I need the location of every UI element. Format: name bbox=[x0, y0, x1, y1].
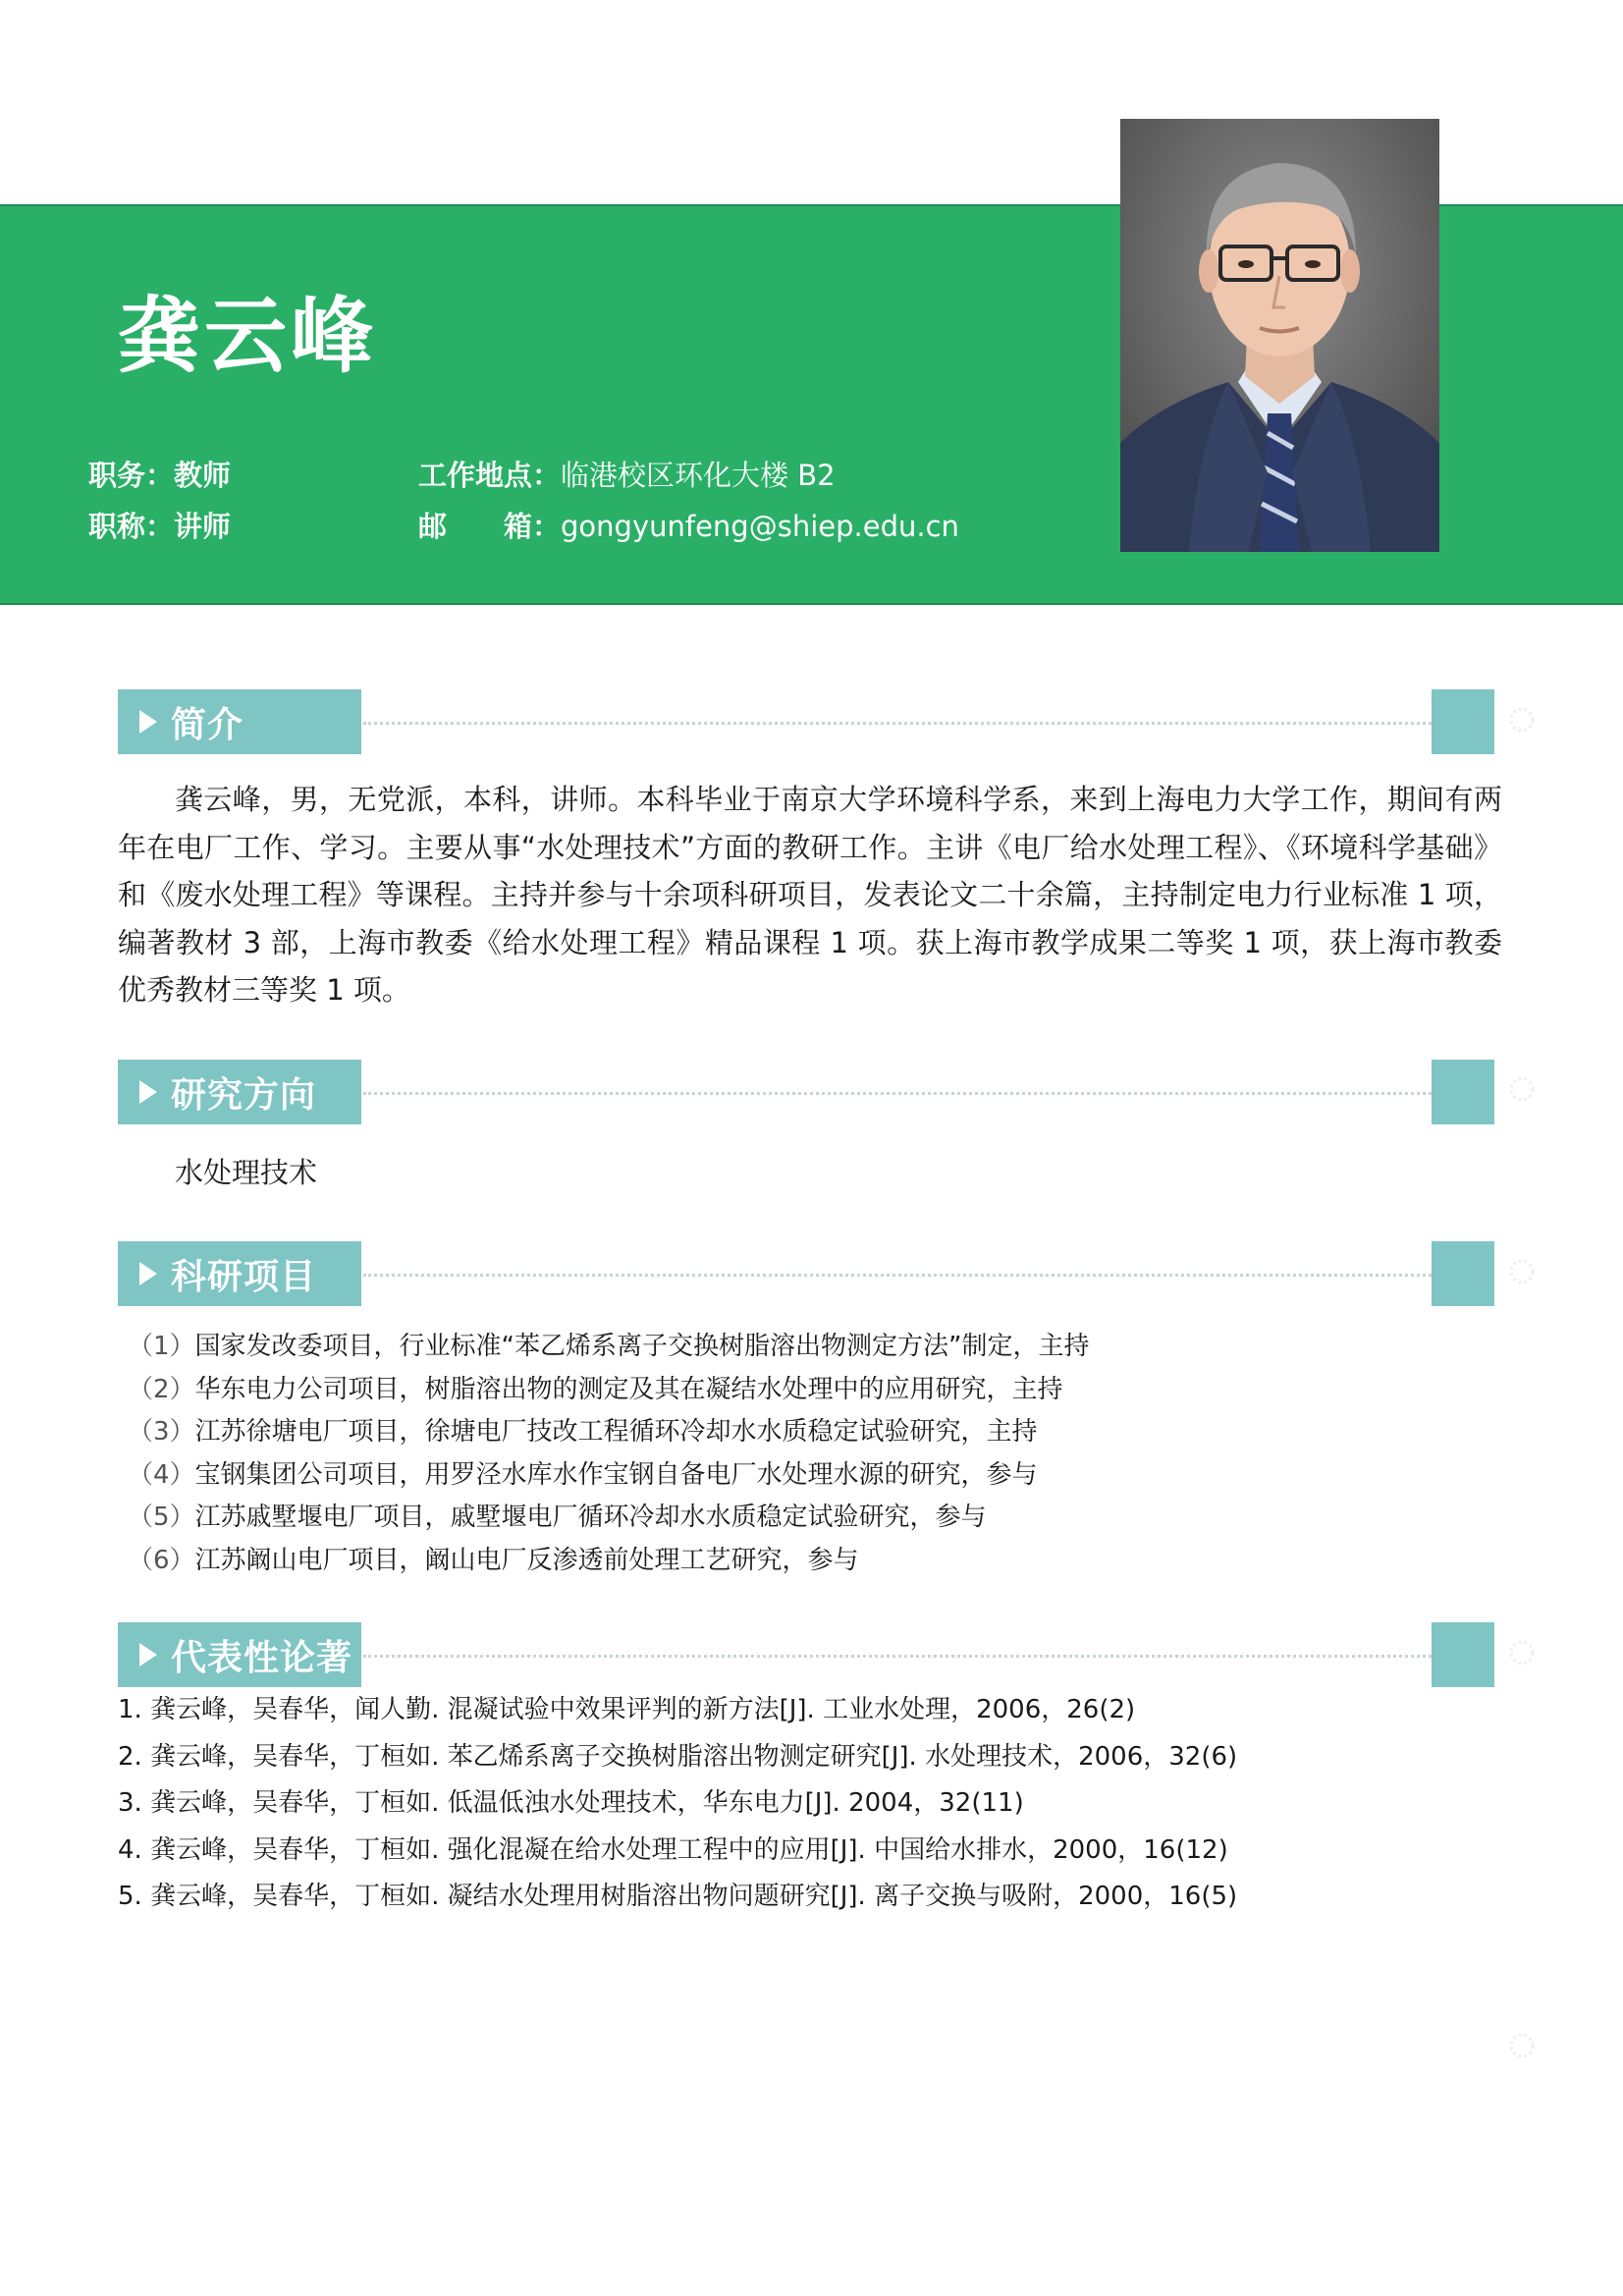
decorative-mark-icon bbox=[1507, 1074, 1537, 1104]
portrait-photo bbox=[1120, 119, 1439, 552]
location-row bbox=[418, 459, 836, 492]
email-label: 邮 箱： bbox=[418, 510, 562, 543]
item-text: 江苏徐塘电厂项目，徐塘电厂技改工程循环冷却水水质稳定试验研究，主持 bbox=[194, 1417, 1038, 1447]
section-end-block bbox=[1432, 1060, 1494, 1124]
list-item: 5. 龚云峰，吴春华，丁桓如. 凝结水处理用树脂溶出物问题研究[J]. 离子交换与吸附，2000，16(5) bbox=[118, 1882, 1238, 1911]
list-item bbox=[128, 1454, 1090, 1498]
position-row bbox=[88, 459, 232, 492]
list-item bbox=[128, 1497, 1090, 1540]
section-tab bbox=[118, 1622, 361, 1687]
projects-list bbox=[128, 1326, 1090, 1582]
section-header-papers bbox=[118, 1622, 1494, 1687]
item-text: 江苏戚墅堰电厂项目，戚墅堰电厂循环冷却水水质稳定试验研究，参与 bbox=[194, 1503, 987, 1532]
list-item: 1. 龚云峰，吴春华，闻人勤. 混凝试验中效果评判的新方法[J]. 工业水处理，2006，26(2) bbox=[118, 1695, 1136, 1724]
dotted-divider bbox=[363, 1655, 1432, 1658]
item-text: 华东电力公司项目，树脂溶出物的测定及其在凝结水处理中的应用研究，主持 bbox=[194, 1374, 1063, 1404]
title-row bbox=[88, 510, 232, 543]
item-number: （1） bbox=[128, 1332, 195, 1361]
triangle-icon bbox=[139, 710, 157, 734]
person-name: 龚云峰 bbox=[118, 288, 378, 384]
section-header-intro bbox=[118, 689, 1494, 754]
section-title: 科研项目 bbox=[171, 1256, 317, 1297]
section-title: 研究方向 bbox=[171, 1074, 317, 1116]
intro-paragraph: 龚云峰，男，无党派，本科，讲师。本科毕业于南京大学环境科学系，来到上海电力大学工作，期间有两年在电厂工作、学习。主要从事“水处理技术”方面的教研工作。主讲《电厂给水处理工程》、《环境科学基础》和《废水处理工程》等课程。主持并参与十余项科研项目，发表论文二十余篇，主持制定电力行业标准 1 项，编著教材 3 部，上海市教委《给水处理工程》精品课程 1 项。获上海市教学成果二等奖 1 项，获上海市教委优秀教材三等奖 1 项。 bbox=[118, 783, 1502, 1007]
dotted-divider bbox=[363, 1092, 1432, 1095]
position-label: 职务： bbox=[88, 459, 175, 492]
decorative-mark-icon bbox=[1507, 1257, 1537, 1286]
list-item: 4. 龚云峰，吴春华，丁桓如. 强化混凝在给水处理工程中的应用[J]. 中国给水排水，2000，16(12) bbox=[118, 1834, 1228, 1865]
decorative-mark-icon bbox=[1507, 2031, 1537, 2060]
item-number: （4） bbox=[128, 1459, 195, 1490]
item-number: （2） bbox=[128, 1374, 195, 1404]
list-item: 2. 龚云峰，吴春华，丁桓如. 苯乙烯系离子交换树脂溶出物测定研究[J]. 水处理技术，2006，32(6) bbox=[118, 1741, 1238, 1772]
section-tab bbox=[118, 689, 361, 754]
section-tab bbox=[118, 1241, 361, 1306]
item-number: （5） bbox=[128, 1503, 195, 1532]
dotted-divider bbox=[363, 722, 1432, 725]
section-header-projects bbox=[118, 1241, 1494, 1306]
list-item: 3. 龚云峰，吴春华，丁桓如. 低温低浊水处理技术，华东电力[J]. 2004，32(11) bbox=[118, 1788, 1024, 1818]
decorative-mark-icon bbox=[1507, 1638, 1537, 1667]
section-title: 简介 bbox=[171, 704, 244, 745]
title-label: 职称： bbox=[88, 510, 175, 543]
location-value: 临港校区环化大楼 B2 bbox=[561, 459, 836, 492]
list-item bbox=[128, 1369, 1090, 1412]
item-text: 国家发改委项目，行业标准“苯乙烯系离子交换树脂溶出物测定方法”制定，主持 bbox=[194, 1332, 1090, 1361]
list-item bbox=[128, 1411, 1090, 1454]
section-title: 代表性论著 bbox=[171, 1637, 353, 1678]
list-item bbox=[128, 1326, 1090, 1369]
triangle-icon bbox=[139, 1080, 157, 1104]
item-number: （6） bbox=[128, 1545, 195, 1575]
research-direction-text: 水处理技术 bbox=[175, 1156, 318, 1189]
position-value: 教师 bbox=[174, 459, 232, 492]
item-number: （3） bbox=[128, 1417, 195, 1447]
papers-list bbox=[118, 1687, 1237, 1921]
section-end-block bbox=[1432, 689, 1494, 754]
triangle-icon bbox=[139, 1262, 157, 1285]
section-header-research bbox=[118, 1060, 1494, 1124]
title-value: 讲师 bbox=[174, 510, 232, 543]
list-item bbox=[128, 1540, 1090, 1583]
item-text: 江苏阚山电厂项目，阚山电厂反渗透前处理工艺研究，参与 bbox=[194, 1545, 859, 1575]
triangle-icon bbox=[139, 1643, 157, 1667]
email-row bbox=[418, 510, 959, 543]
item-text: 宝钢集团公司项目，用罗泾水库水作宝钢自备电厂水处理水源的研究，参与 bbox=[194, 1459, 1038, 1490]
section-tab bbox=[118, 1060, 361, 1124]
email-value[interactable]: gongyunfeng@shiep.edu.cn bbox=[561, 510, 959, 543]
dotted-divider bbox=[363, 1274, 1432, 1277]
section-end-block bbox=[1432, 1241, 1494, 1306]
decorative-mark-icon bbox=[1507, 705, 1537, 735]
location-label: 工作地点： bbox=[418, 459, 562, 492]
section-end-block bbox=[1432, 1622, 1494, 1687]
